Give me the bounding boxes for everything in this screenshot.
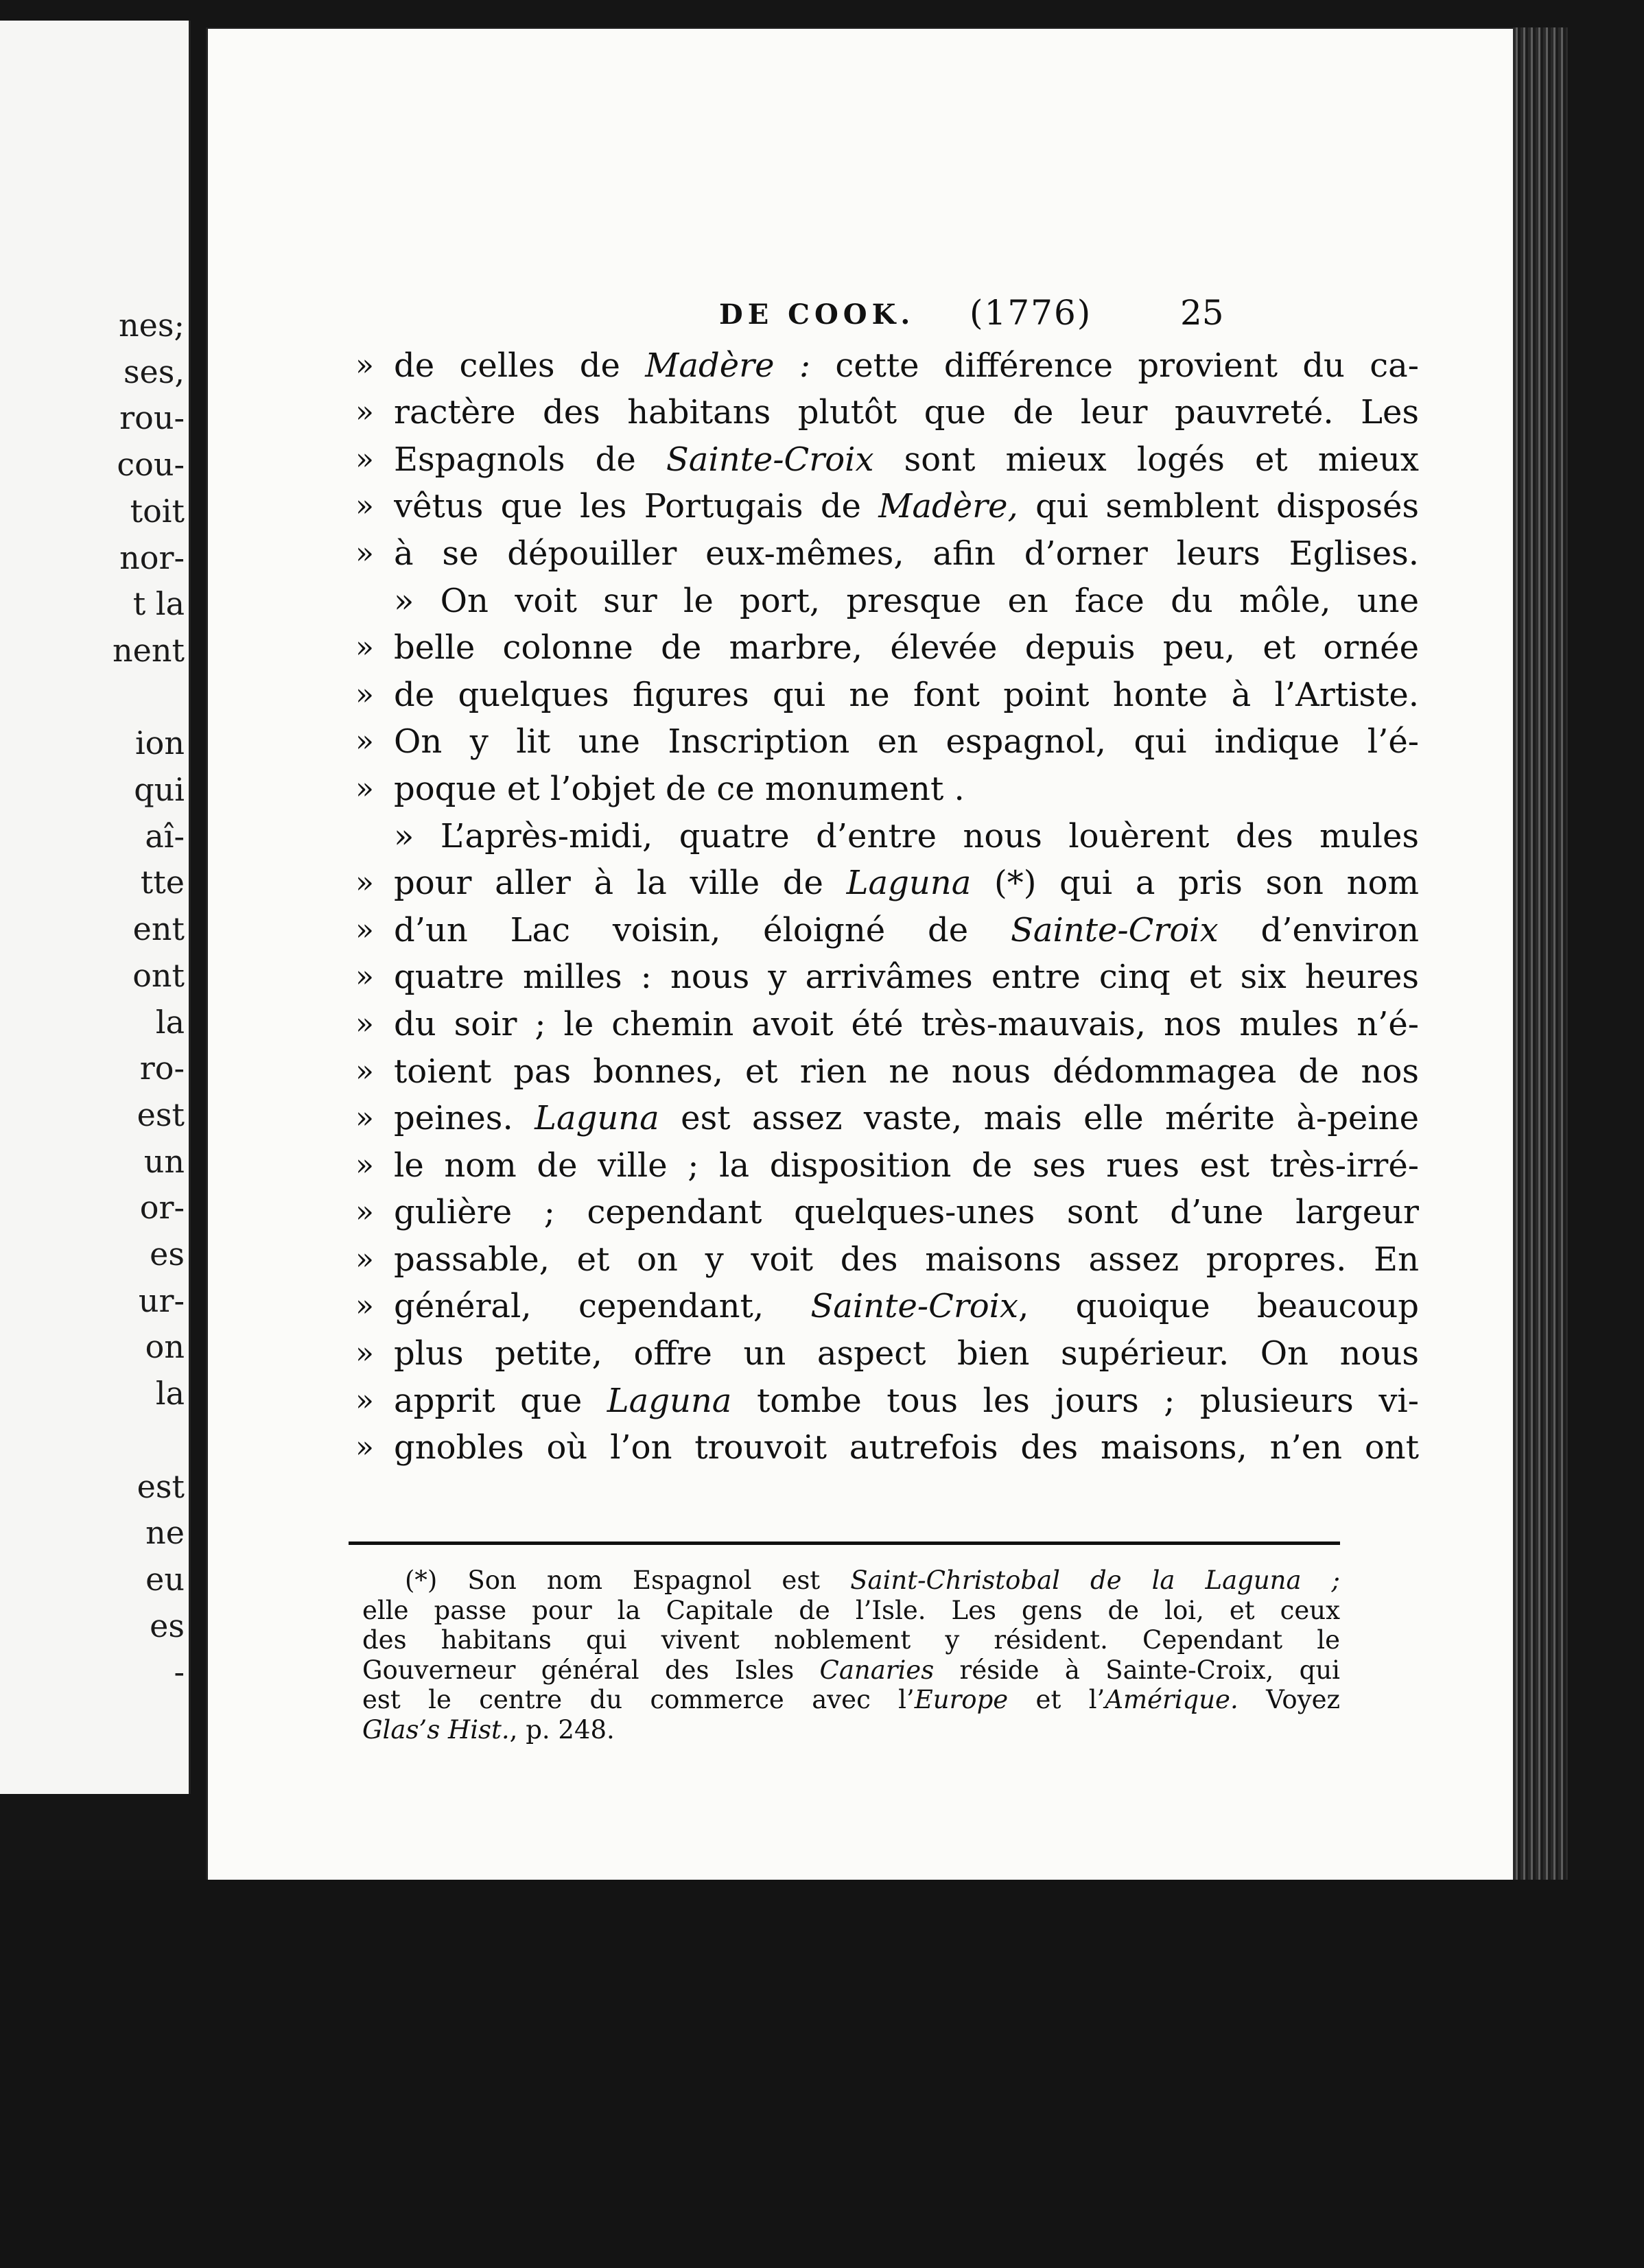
line-content (394, 627, 1419, 668)
text-run: d’un Lac voisin, éloigné de (394, 910, 1011, 949)
text-run: Espagnols de (394, 440, 666, 479)
footnote-line (362, 1566, 1340, 1596)
quote-mark: » (355, 1194, 374, 1230)
line-content (394, 1192, 1419, 1233)
facing-page-fragment: ur- (138, 1281, 185, 1319)
italic-text: Madère, (878, 487, 1018, 526)
text-line (355, 951, 1419, 998)
facing-page-fragment: est (137, 1096, 185, 1133)
footnote-line (362, 1685, 1340, 1715)
text-line (355, 1374, 1419, 1421)
line-content (394, 1239, 1419, 1280)
text-run: , p. 248. (509, 1714, 615, 1745)
line-content (394, 816, 1419, 857)
facing-page-fragment: es (150, 1607, 185, 1644)
quote-mark: » (355, 676, 374, 712)
quote-mark: » (355, 630, 374, 665)
text-run: du soir ; le chemin avoit été très-mauvais, nos mules n’é- (394, 1004, 1419, 1043)
text-line (355, 857, 1419, 904)
line-content (394, 1004, 1419, 1045)
page-number: 25 (1180, 293, 1224, 333)
text-run: (*) Son nom Espagnol est (405, 1566, 851, 1595)
quote-mark: » (355, 441, 374, 477)
text-line (355, 1421, 1419, 1469)
quote-mark: » (355, 724, 374, 759)
footnote-line (362, 1655, 1340, 1686)
facing-page-fragment: eu (145, 1560, 185, 1598)
text-run: sont mieux logés et mieux (873, 440, 1419, 479)
quote-mark: » (355, 1147, 374, 1183)
italic-text: Amérique. (1105, 1685, 1238, 1714)
text-run: gnobles où l’on trouvoit autrefois des maisons, n’en ont (394, 1428, 1419, 1467)
line-content (394, 768, 1419, 810)
line-content (394, 533, 1419, 574)
facing-page-fragment: nes; (119, 307, 185, 344)
text-line (355, 668, 1419, 716)
facing-page-fragment: un (143, 1142, 185, 1180)
running-header (208, 293, 1515, 341)
text-line (355, 480, 1419, 528)
italic-text: Sainte-Croix (1010, 910, 1219, 949)
quote-mark: » (355, 1382, 374, 1418)
text-line (355, 716, 1419, 763)
italic-text: Glas’s Hist. (362, 1714, 510, 1745)
line-content (394, 439, 1419, 480)
text-run: » On voit sur le port, presque en face du môle, une (394, 581, 1419, 620)
italic-text: Laguna (607, 1381, 732, 1420)
text-line (355, 1280, 1419, 1327)
text-line (355, 1092, 1419, 1139)
facing-page-fragment: t la (132, 585, 185, 623)
facing-page-fragment: or- (139, 1189, 185, 1227)
text-run: qui semblent disposés (1018, 487, 1419, 526)
text-run: vêtus que les Portugais de (394, 487, 879, 526)
text-run: est assez vaste, mais elle mérite à-peine (659, 1099, 1419, 1138)
facing-page-fragment: ion (134, 724, 185, 762)
line-content (394, 721, 1419, 762)
text-run: des habitans qui vivent noblement y résident. Cependant le (362, 1625, 1340, 1655)
facing-page-fragment: aî- (145, 817, 185, 855)
text-run: belle colonne de marbre, élevée depuis peu, et ornée (394, 628, 1419, 668)
text-run: gulière ; cependant quelques-unes sont d’une largeur (394, 1193, 1419, 1232)
quote-mark: » (355, 1006, 374, 1041)
italic-text: Sainte-Croix (810, 1287, 1019, 1326)
scan-background (0, 1880, 1644, 2268)
facing-page-fragment: ro- (139, 1050, 185, 1087)
facing-page-fragment: es (150, 1236, 185, 1273)
quote-mark: » (355, 394, 374, 430)
text-run: ractère des habitans plutôt que de leur pauvreté. Les (394, 393, 1419, 432)
text-run: , quoique beaucoup (1018, 1287, 1419, 1326)
footnote-line (362, 1715, 1340, 1745)
text-run: général, cependant, (394, 1287, 811, 1326)
text-line (355, 762, 1419, 810)
line-content (394, 345, 1419, 386)
running-year: (1776) (970, 293, 1092, 333)
facing-page-fragment: tte (140, 864, 185, 901)
text-line (355, 433, 1419, 480)
text-run: et l’ (1008, 1685, 1105, 1714)
facing-page-fragment: est (137, 1467, 185, 1505)
footnote-line (362, 1625, 1340, 1655)
line-content (394, 1380, 1419, 1421)
italic-text: Laguna (846, 864, 972, 903)
facing-page-fragment: on (145, 1328, 185, 1366)
quote-mark: » (355, 1288, 374, 1324)
facing-page-fragment: ses, (123, 353, 185, 390)
text-run: (*) qui a pris son nom (971, 864, 1419, 903)
line-content (394, 1333, 1419, 1374)
quote-mark: » (355, 488, 374, 524)
footnote (362, 1566, 1340, 1745)
text-run: Voyez (1238, 1685, 1340, 1714)
text-run: peines. (394, 1099, 535, 1138)
facing-page-fragment: la (155, 1003, 185, 1041)
line-content (394, 486, 1419, 527)
text-run: de celles de (394, 346, 646, 385)
footnote-rule (349, 1541, 1340, 1545)
line-content (394, 956, 1419, 997)
text-run: d’environ (1218, 910, 1419, 949)
text-line (355, 810, 1419, 857)
line-content (394, 1051, 1419, 1092)
italic-text: Madère : (645, 346, 810, 385)
quote-mark: » (355, 770, 374, 806)
quote-mark: » (355, 912, 374, 947)
text-line (355, 1045, 1419, 1092)
text-run: de quelques figures qui ne font point honte à l’Artiste. (394, 675, 1419, 714)
line-content (394, 674, 1419, 716)
text-run: toient pas bonnes, et rien ne nous dédommagea de nos (394, 1052, 1419, 1091)
text-line (355, 527, 1419, 574)
text-line (355, 1233, 1419, 1280)
text-run: pour aller à la ville de (394, 864, 847, 903)
facing-page-fragment: qui (134, 771, 185, 808)
line-content (394, 392, 1419, 433)
facing-page-fragment: nent (113, 631, 185, 669)
italic-text: Laguna (535, 1099, 659, 1138)
facing-page-fragment: cou- (117, 446, 185, 484)
text-line (355, 386, 1419, 434)
text-line (355, 997, 1419, 1045)
text-run: poque et l’objet de ce monument . (394, 769, 965, 808)
text-run: plus petite, offre un aspect bien supérieur. On nous (394, 1334, 1419, 1373)
quote-mark: » (355, 1100, 374, 1136)
running-title: DE COOK. (719, 298, 915, 331)
facing-page-fragment: ont (132, 956, 185, 994)
text-line (355, 1139, 1419, 1186)
text-line (355, 339, 1419, 386)
quote-mark: » (355, 865, 374, 901)
line-content (394, 1427, 1419, 1468)
text-run: passable, et on y voit des maisons assez propres. En (394, 1240, 1419, 1279)
text-run: apprit que (394, 1381, 607, 1420)
italic-text: Canaries (819, 1655, 935, 1685)
book-page (206, 27, 1517, 1883)
text-run: On y lit une Inscription en espagnol, qui indique l’é- (394, 722, 1419, 761)
text-run: » L’après-midi, quatre d’entre nous louèrent des mules (394, 816, 1419, 855)
italic-text: Saint-Christobal de la Laguna ; (850, 1566, 1340, 1595)
line-content (394, 1098, 1419, 1139)
text-run: tombe tous les jours ; plusieurs vi- (731, 1381, 1419, 1420)
facing-page-fragment: toit (130, 492, 185, 530)
text-run: est le centre du commerce avec l’ (362, 1685, 915, 1714)
text-line (355, 1186, 1419, 1233)
line-content (394, 580, 1419, 622)
line-content (394, 862, 1419, 903)
facing-page-fragment: - (174, 1653, 185, 1691)
italic-text: Europe (914, 1685, 1009, 1714)
text-run: réside à Sainte-Croix, qui (934, 1655, 1340, 1685)
line-content (394, 1145, 1419, 1186)
body-text (355, 339, 1419, 1468)
text-run: quatre milles : nous y arrivâmes entre cinq et six heures (394, 958, 1419, 997)
facing-page-fragment: nor- (119, 539, 185, 576)
facing-page-fragment: ne (145, 1514, 185, 1552)
text-run: cette différence provient du ca- (810, 346, 1419, 385)
italic-text: Sainte-Croix (666, 440, 874, 479)
line-content (394, 910, 1419, 951)
quote-mark: » (355, 1241, 374, 1277)
quote-mark: » (355, 1336, 374, 1371)
quote-mark: » (355, 1053, 374, 1089)
text-line (355, 1327, 1419, 1374)
text-line (355, 574, 1419, 622)
text-line (355, 622, 1419, 669)
line-content (394, 1286, 1419, 1327)
text-run: Gouverneur général des Isles (362, 1655, 820, 1685)
page-edges (1513, 27, 1568, 1880)
facing-page-fragment: la (155, 1375, 185, 1413)
text-run: à se dépouiller eux-mêmes, afin d’orner leurs Eglises. (394, 534, 1419, 573)
text-run: le nom de ville ; la disposition de ses rues est très-irré- (394, 1146, 1419, 1185)
text-line (355, 903, 1419, 951)
facing-page (0, 21, 191, 1794)
quote-mark: » (355, 1430, 374, 1465)
quote-mark: » (355, 535, 374, 571)
facing-page-fragment: rou- (119, 399, 185, 437)
quote-mark: » (355, 959, 374, 995)
facing-page-fragment: ent (132, 910, 185, 948)
footnote-line (362, 1596, 1340, 1626)
text-run: elle passe pour la Capitale de l’Isle. Les gens de loi, et ceux (362, 1595, 1340, 1625)
quote-mark: » (355, 347, 374, 383)
